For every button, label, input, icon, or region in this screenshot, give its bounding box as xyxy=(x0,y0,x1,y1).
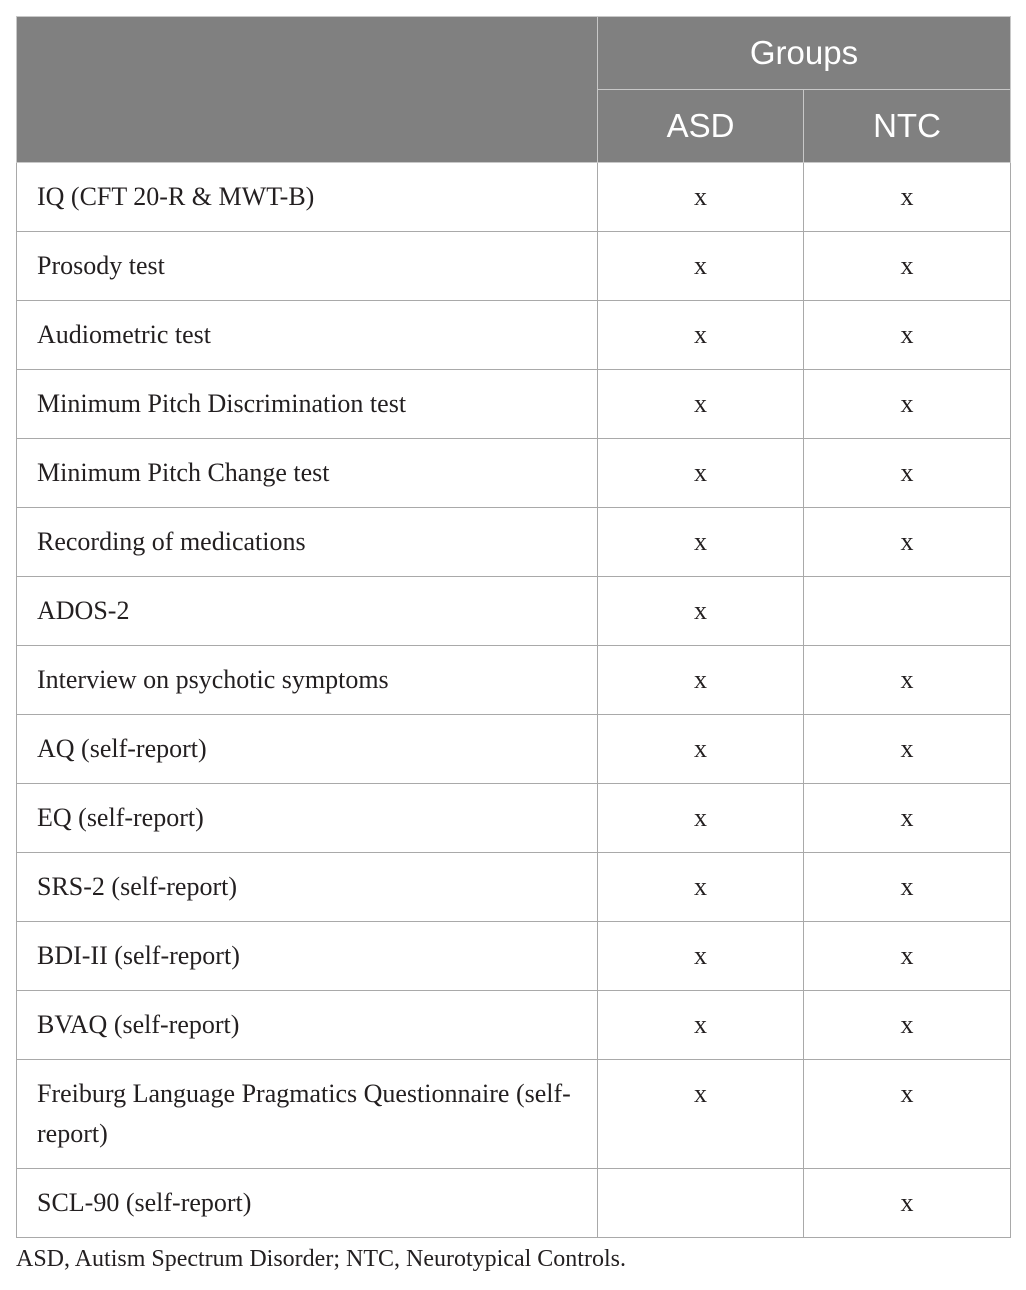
measure-cell: Audiometric test xyxy=(17,301,598,370)
ntc-mark: x xyxy=(804,646,1011,715)
asd-mark: x xyxy=(598,715,804,784)
asd-mark: x xyxy=(598,370,804,439)
asd-mark: x xyxy=(598,577,804,646)
ntc-mark: x xyxy=(804,163,1011,232)
ntc-mark: x xyxy=(804,370,1011,439)
asd-mark: x xyxy=(598,232,804,301)
measure-cell: Prosody test xyxy=(17,232,598,301)
table-footnote: ASD, Autism Spectrum Disorder; NTC, Neurotypical Controls. xyxy=(16,1246,626,1272)
measure-cell: SCL-90 (self-report) xyxy=(17,1169,598,1238)
asd-mark: x xyxy=(598,646,804,715)
ntc-mark: x xyxy=(804,922,1011,991)
table-row xyxy=(17,577,1011,646)
asd-mark: x xyxy=(598,439,804,508)
table-header xyxy=(17,17,1011,163)
table-row xyxy=(17,646,1011,715)
column-header-asd: ASD xyxy=(598,90,804,163)
table-row xyxy=(17,1060,1011,1169)
asd-mark: x xyxy=(598,163,804,232)
ntc-mark: x xyxy=(804,853,1011,922)
table-row xyxy=(17,301,1011,370)
measure-cell: ADOS-2 xyxy=(17,577,598,646)
measures-table xyxy=(16,16,1011,1238)
asd-mark: x xyxy=(598,784,804,853)
table-row xyxy=(17,991,1011,1060)
column-header-ntc: NTC xyxy=(804,90,1011,163)
ntc-mark: x xyxy=(804,991,1011,1060)
measure-cell: Minimum Pitch Discrimination test xyxy=(17,370,598,439)
measure-cell: Minimum Pitch Change test xyxy=(17,439,598,508)
ntc-mark: x xyxy=(804,1169,1011,1238)
table-row xyxy=(17,715,1011,784)
measure-cell: SRS-2 (self-report) xyxy=(17,853,598,922)
ntc-mark: x xyxy=(804,508,1011,577)
asd-mark: x xyxy=(598,301,804,370)
table-row xyxy=(17,232,1011,301)
ntc-mark: x xyxy=(804,301,1011,370)
asd-mark xyxy=(598,1169,804,1238)
asd-mark: x xyxy=(598,508,804,577)
table-row xyxy=(17,439,1011,508)
table-row xyxy=(17,508,1011,577)
asd-mark: x xyxy=(598,922,804,991)
measure-cell: BVAQ (self-report) xyxy=(17,991,598,1060)
ntc-mark: x xyxy=(804,784,1011,853)
measure-cell: Interview on psychotic symptoms xyxy=(17,646,598,715)
measure-cell: BDI-II (self-report) xyxy=(17,922,598,991)
table-body xyxy=(17,163,1011,1238)
asd-mark: x xyxy=(598,853,804,922)
groups-header: Groups xyxy=(598,17,1011,90)
asd-mark: x xyxy=(598,991,804,1060)
ntc-mark: x xyxy=(804,439,1011,508)
table-row xyxy=(17,784,1011,853)
measure-cell: EQ (self-report) xyxy=(17,784,598,853)
ntc-mark: x xyxy=(804,1060,1011,1169)
measure-cell: Recording of medications xyxy=(17,508,598,577)
table-row xyxy=(17,163,1011,232)
ntc-mark: x xyxy=(804,715,1011,784)
measure-cell: AQ (self-report) xyxy=(17,715,598,784)
table-row xyxy=(17,370,1011,439)
asd-mark: x xyxy=(598,1060,804,1169)
measure-cell: Freiburg Language Pragmatics Questionnaire (self-report) xyxy=(17,1060,598,1169)
table-row xyxy=(17,1169,1011,1238)
ntc-mark xyxy=(804,577,1011,646)
header-blank-cell xyxy=(17,17,598,163)
table-row xyxy=(17,853,1011,922)
measure-cell: IQ (CFT 20-R & MWT-B) xyxy=(17,163,598,232)
table-row xyxy=(17,922,1011,991)
ntc-mark: x xyxy=(804,232,1011,301)
